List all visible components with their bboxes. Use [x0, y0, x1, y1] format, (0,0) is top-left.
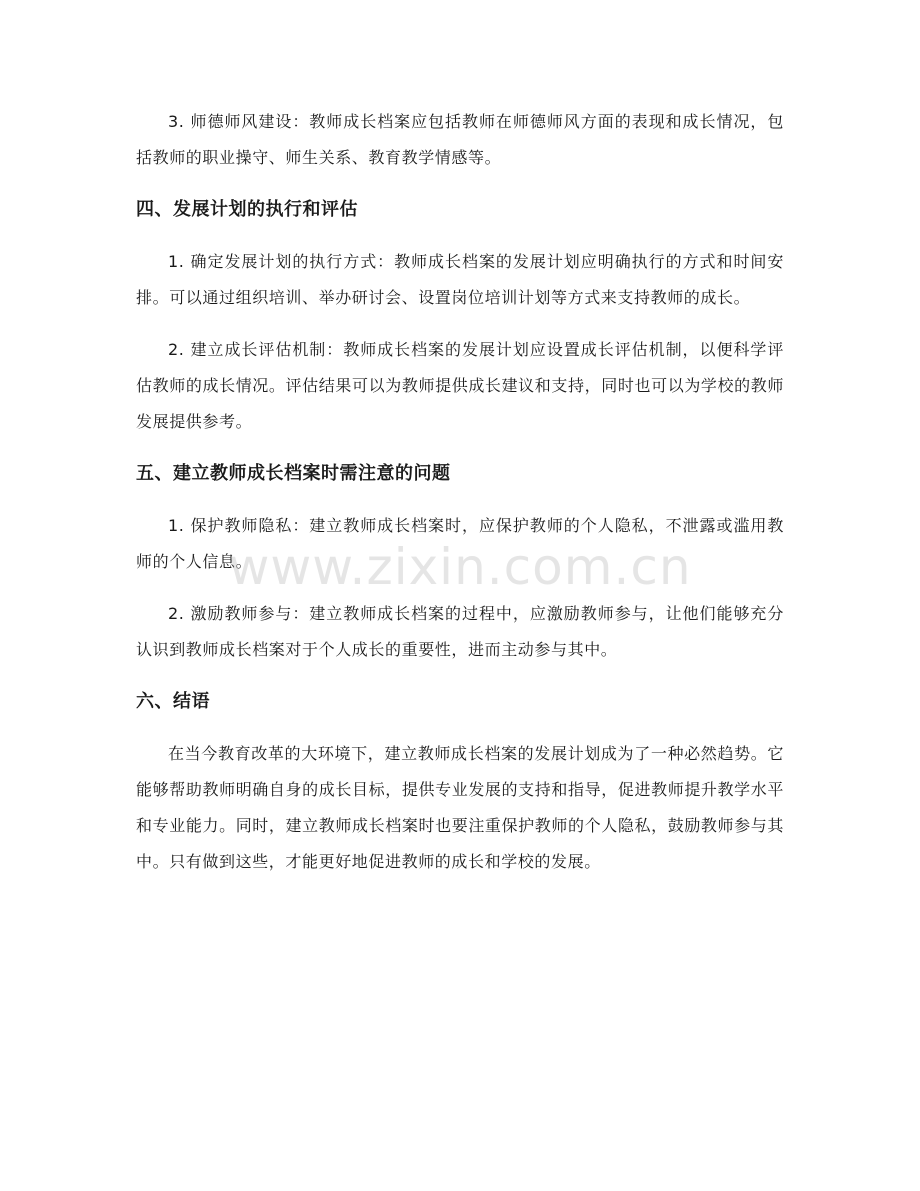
paragraph-privacy: 1. 保护教师隐私：建立教师成长档案时，应保护教师的个人隐私，不泄露或滥用教师的个人信息。 — [136, 516, 784, 571]
paragraph-evaluation: 2. 建立成长评估机制：教师成长档案的发展计划应设置成长评估机制，以便科学评估教师的成长情况。评估结果可以为教师提供成长建议和支持，同时也可以为学校的教师发展提供参考。 — [136, 340, 784, 431]
paragraph-ethics: 3. 师德师风建设：教师成长档案应包括教师在师德师风方面的表现和成长情况，包括教师的职业操守、师生关系、教育教学情感等。 — [136, 112, 784, 167]
paragraph-execution: 1. 确定发展计划的执行方式：教师成长档案的发展计划应明确执行的方式和时间安排。可以通过组织培训、举办研讨会、设置岗位培训计划等方式来支持教师的成长。 — [136, 252, 784, 307]
watermark: www.zixin.com.cn — [228, 538, 692, 596]
document-body — [136, 104, 784, 880]
paragraph-conclusion: 在当今教育改革的大环境下，建立教师成长档案的发展计划成为了一种必然趋势。它能够帮助教师明确自身的成长目标，提供专业发展的支持和指导，促进教师提升教学水平和专业能力。同时，建立教师成长档案时也要注重保护教师的个人隐私，鼓励教师参与其中。只有做到这些，才能更好地促进教师的成长和学校的发展。 — [136, 744, 784, 871]
section-heading-4: 四、发展计划的执行和评估 — [136, 199, 358, 220]
section-heading-5: 五、建立教师成长档案时需注意的问题 — [136, 463, 451, 484]
paragraph-incentive: 2. 激励教师参与：建立教师成长档案的过程中，应激励教师参与，让他们能够充分认识到教师成长档案对于个人成长的重要性，进而主动参与其中。 — [136, 604, 784, 659]
section-heading-6: 六、结语 — [136, 691, 210, 712]
